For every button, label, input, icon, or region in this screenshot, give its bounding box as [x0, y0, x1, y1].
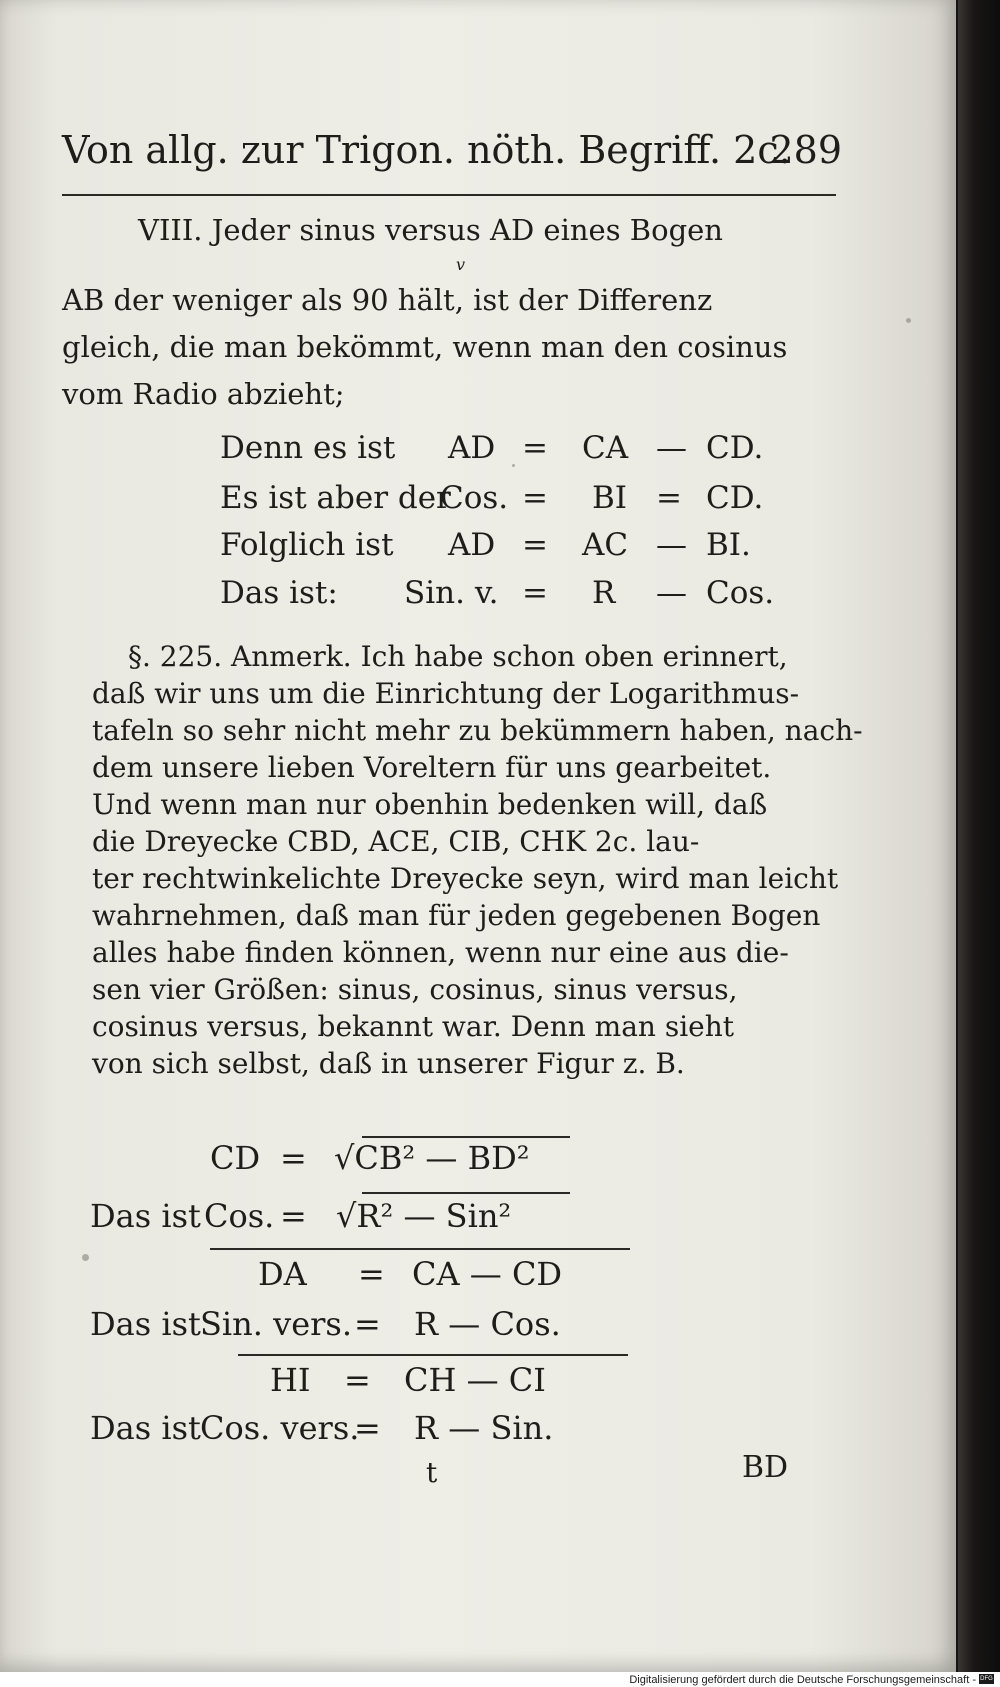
formula-lhs: CD — [210, 1139, 261, 1177]
proof-equals: = — [522, 527, 548, 563]
formula-row — [90, 1192, 630, 1240]
proof-term-c: CD. — [706, 480, 764, 516]
formula-equals: = — [280, 1139, 307, 1177]
proof-term-a: Sin. v. — [404, 575, 499, 611]
proof-term-a: AD — [448, 527, 496, 563]
proof-term-a: Cos. — [440, 480, 509, 516]
remark-line: alles habe finden können, wenn nur eine aus die- — [92, 936, 789, 969]
remark-line: dem unsere lieben Voreltern für uns gearbeitet. — [92, 751, 772, 784]
remark-line: §. 225. Anmerk. Ich habe schon oben erinnert, — [128, 640, 788, 673]
remark-line: daß wir uns um die Einrichtung der Logarithmus- — [92, 677, 800, 710]
proof-row — [220, 475, 820, 521]
proof-label: Folglich ist — [220, 527, 394, 563]
remark-line: von sich selbst, daß in unserer Figur z. B. — [92, 1047, 685, 1080]
remark-line: tafeln so sehr nicht mehr zu bekümmern haben, nach- — [92, 714, 863, 747]
formula-rhs: √CB² — BD² — [334, 1139, 530, 1177]
formula-row — [270, 1356, 640, 1404]
proof-equals: = — [522, 430, 548, 466]
paper-speck — [906, 318, 911, 323]
proof-equals: = — [522, 480, 548, 516]
dfg-logo: DFG — [980, 1676, 993, 1682]
digitization-credit: Digitalisierung gefördert durch die Deutsche Forschungsgemeinschaft - — [629, 1674, 976, 1686]
formula-lhs: Cos. vers. — [200, 1409, 360, 1447]
proof-term-b: CA — [582, 430, 629, 466]
section-viii-line-4: vom Radio abzieht; — [62, 377, 345, 411]
header-rule — [62, 194, 836, 196]
running-head — [62, 122, 842, 178]
remark-line: die Dreyecke CBD, ACE, CIB, CHK 2c. lau- — [92, 825, 700, 858]
formula-equals: = — [358, 1255, 385, 1293]
formula-equals: = — [354, 1305, 381, 1343]
formula-lhs: HI — [270, 1361, 311, 1399]
formula-label: Das ist — [90, 1197, 201, 1235]
proof-operator: = — [656, 480, 682, 516]
remark-line: cosinus versus, bekannt war. Denn man sieht — [92, 1010, 735, 1043]
book-edge — [958, 0, 1000, 1687]
remark-line: wahrnehmen, daß man für jeden gegebenen Bogen — [92, 899, 821, 932]
proof-term-c: BI. — [706, 527, 751, 563]
signature-mark: t — [426, 1456, 438, 1489]
formula-label: Das ist — [90, 1409, 201, 1447]
paper-speck — [512, 464, 515, 467]
formula-equals: = — [280, 1197, 307, 1235]
paper-speck — [82, 1254, 89, 1261]
formula-lhs: DA — [258, 1255, 307, 1293]
proof-operator: — — [656, 430, 687, 466]
section-viii-line-3: gleich, die man bekömmt, wenn man den cosinus — [62, 330, 788, 364]
superscript-v: v — [456, 255, 466, 274]
formula-label: Das ist — [90, 1305, 201, 1343]
section-viii-line-1: VIII. Jeder sinus versus AD eines Bogen — [138, 213, 723, 247]
proof-term-b: AC — [582, 527, 629, 563]
proof-term-c: CD. — [706, 430, 764, 466]
proof-term-b: BI — [592, 480, 628, 516]
formula-lhs: Cos. — [204, 1197, 275, 1235]
formula-rhs: CH — CI — [404, 1361, 546, 1399]
proof-row — [220, 570, 820, 616]
proof-row — [220, 425, 820, 471]
proof-label: Denn es ist — [220, 430, 396, 466]
formula-row — [90, 1404, 630, 1452]
formula-rhs: √R² — Sin² — [336, 1197, 512, 1235]
formula-rhs: CA — CD — [412, 1255, 563, 1293]
proof-term-a: AD — [448, 430, 496, 466]
formula-row — [90, 1300, 630, 1348]
proof-label: Das ist: — [220, 575, 338, 611]
formula-equals: = — [354, 1409, 381, 1447]
remark-line: Und wenn man nur obenhin bedenken will, daß — [92, 788, 768, 821]
running-head-title: Von allg. zur Trigon. nöth. Begriff. 2c. — [62, 128, 791, 172]
remark-line: ter rechtwinkelichte Dreyecke seyn, wird man leicht — [92, 862, 839, 895]
page-number: 289 — [769, 128, 842, 172]
proof-operator: — — [656, 575, 687, 611]
section-viii-line-2: AB der weniger als 90 hält, ist der Differenz — [62, 283, 713, 317]
formula-equals: = — [344, 1361, 371, 1399]
proof-term-b: R — [592, 575, 616, 611]
proof-operator: — — [656, 527, 687, 563]
formula-row — [210, 1134, 630, 1182]
formula-row — [258, 1250, 638, 1298]
proof-term-c: Cos. — [706, 575, 775, 611]
formula-rhs: R — Cos. — [414, 1305, 561, 1343]
catchword: BD — [742, 1450, 789, 1485]
formula-rhs: R — Sin. — [414, 1409, 554, 1447]
proof-label: Es ist aber der — [220, 480, 451, 516]
proof-row — [220, 522, 820, 568]
formula-lhs: Sin. vers. — [200, 1305, 353, 1343]
proof-equals: = — [522, 575, 548, 611]
remark-line: sen vier Größen: sinus, cosinus, sinus versus, — [92, 973, 738, 1006]
